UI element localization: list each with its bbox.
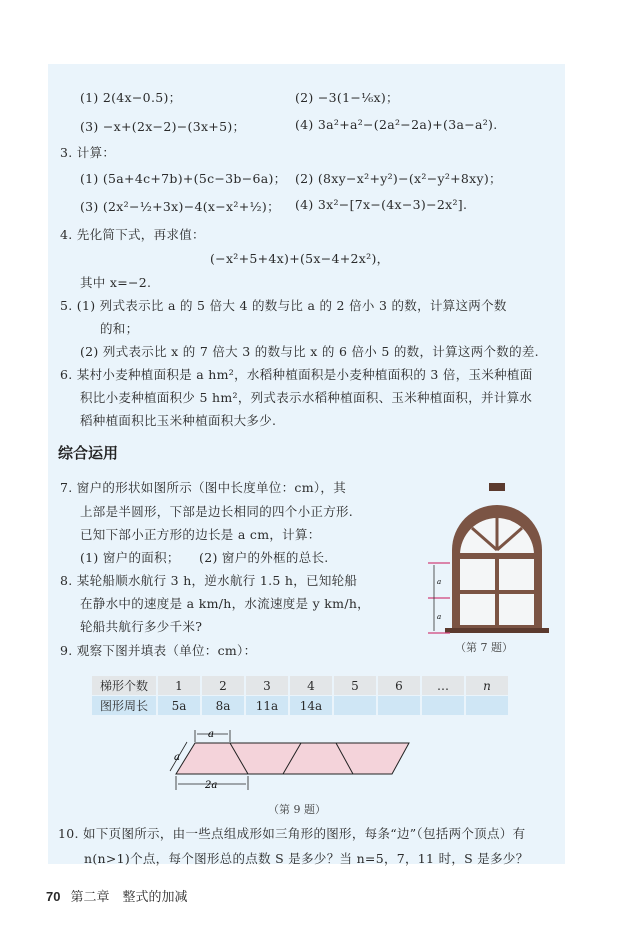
ex4-title: 4. 先化简下式，再求值： <box>60 227 205 242</box>
ex4-expr: (−x²+5+4x)+(5x−4+2x²)， <box>210 251 390 266</box>
table-cell: … <box>422 676 464 695</box>
table-cell: 3 <box>246 676 288 695</box>
page-footer <box>46 886 187 905</box>
table-cell: n <box>466 676 508 695</box>
section-heading: 综合运用 <box>58 444 119 462</box>
ex2-4: (4) 3a²+a²−(2a²−2a)+(3a−a²). <box>295 117 498 132</box>
ex6-c: 稻种植面积比玉米种植面积大多少. <box>80 413 277 428</box>
table-cell[interactable] <box>334 696 376 715</box>
ex4-cond: 其中 x=−2. <box>80 275 152 290</box>
ex7-a: 7. 窗户的形状如图所示（图中长度单位：cm），其 <box>60 480 347 495</box>
ex6-b: 积比小麦种植面积少 5 hm²，列式表示水稻种植面积、玉米种植面积，并计算水 <box>80 390 533 405</box>
table-cell: 1 <box>158 676 200 695</box>
window-figure <box>390 480 570 640</box>
ex3-2: (2) (8xy−x²+y²)−(x²−y²+8xy)； <box>295 171 502 186</box>
table-cell: 图形周长 <box>92 696 156 715</box>
table-cell: 梯形个数 <box>92 676 156 695</box>
page-number: 70 <box>46 889 61 904</box>
ex5-2: (2) 列式表示比 x 的 7 倍大 3 的数与比 x 的 6 倍小 5 的数，计算这两个数的差. <box>80 344 539 359</box>
table-cell: 2 <box>202 676 244 695</box>
table-cell[interactable] <box>422 696 464 715</box>
ex6-a: 6. 某村小麦种植面积是 a hm²，水稻种植面积是小麦种植面积的 3 倍，玉米种植面 <box>60 367 533 382</box>
trapezoid-figure <box>0 720 643 800</box>
chapter-title: 第二章 整式的加减 <box>70 889 188 904</box>
table-cell[interactable] <box>378 696 420 715</box>
ex5-1b: 的和； <box>100 321 139 336</box>
trapezoid-table <box>90 675 510 716</box>
ex7-b: 上部是半圆形，下部是边长相同的四个小正方形. <box>80 504 354 519</box>
table-cell[interactable] <box>466 696 508 715</box>
ex2-2: (2) −3(1−⅙x)； <box>295 90 399 105</box>
ex3-1: (1) (5a+4c+7b)+(5c−3b−6a)； <box>80 171 287 186</box>
fig9-top-label: a <box>208 729 214 740</box>
table-cell: 5 <box>334 676 376 695</box>
fig7-caption: （第 7 题） <box>455 641 513 654</box>
table-row <box>92 696 508 715</box>
table-row <box>92 676 508 695</box>
table-cell: 6 <box>378 676 420 695</box>
ex7-d: (1) 窗户的面积； (2) 窗户的外框的总长. <box>80 550 329 565</box>
table-cell: 14a <box>290 696 332 715</box>
table-cell: 4 <box>290 676 332 695</box>
fig9-caption: （第 9 题） <box>268 803 326 816</box>
ex7-c: 已知下部小正方形的边长是 a cm，计算： <box>80 527 321 542</box>
table-cell: 5a <box>158 696 200 715</box>
table-cell: 8a <box>202 696 244 715</box>
fig9-side-label: a <box>174 752 180 763</box>
window-side-label-2: a <box>437 613 442 621</box>
ex8-b: 在静水中的速度是 a km/h，水流速度是 y km/h， <box>80 596 370 611</box>
ex2-1: (1) 2(4x−0.5)； <box>80 90 182 105</box>
ex10-a: 10. 如下页图所示，由一些点组成形如三角形的图形，每条“边”（包括两个顶点）有 <box>58 826 526 841</box>
ex2-3: (3) −x+(2x−2)−(3x+5)； <box>80 119 246 134</box>
ex3-3: (3) (2x²−½+3x)−4(x−x²+½)； <box>80 199 280 214</box>
table-cell: 11a <box>246 696 288 715</box>
ex10-b: n(n>1)个点，每个图形总的点数 S 是多少？当 n=5，7，11 时，S 是多少？ <box>84 851 529 866</box>
ex3-title: 3. 计算： <box>60 145 116 160</box>
ex5-1: 5. (1) 列式表示比 a 的 5 倍大 4 的数与比 a 的 2 倍小 3 的数，计算这两个数 <box>60 298 507 313</box>
ex3-4: (4) 3x²−[7x−(4x−3)−2x²]. <box>295 197 468 212</box>
ex9-title: 9. 观察下图并填表（单位：cm）： <box>60 643 257 658</box>
window-side-label-1: a <box>437 578 442 586</box>
fig9-bottom-label: 2a <box>205 780 218 791</box>
ex8-c: 轮船共航行多少千米? <box>80 619 203 634</box>
ex8-a: 8. 某轮船顺水航行 3 h，逆水航行 1.5 h，已知轮船 <box>60 573 358 588</box>
